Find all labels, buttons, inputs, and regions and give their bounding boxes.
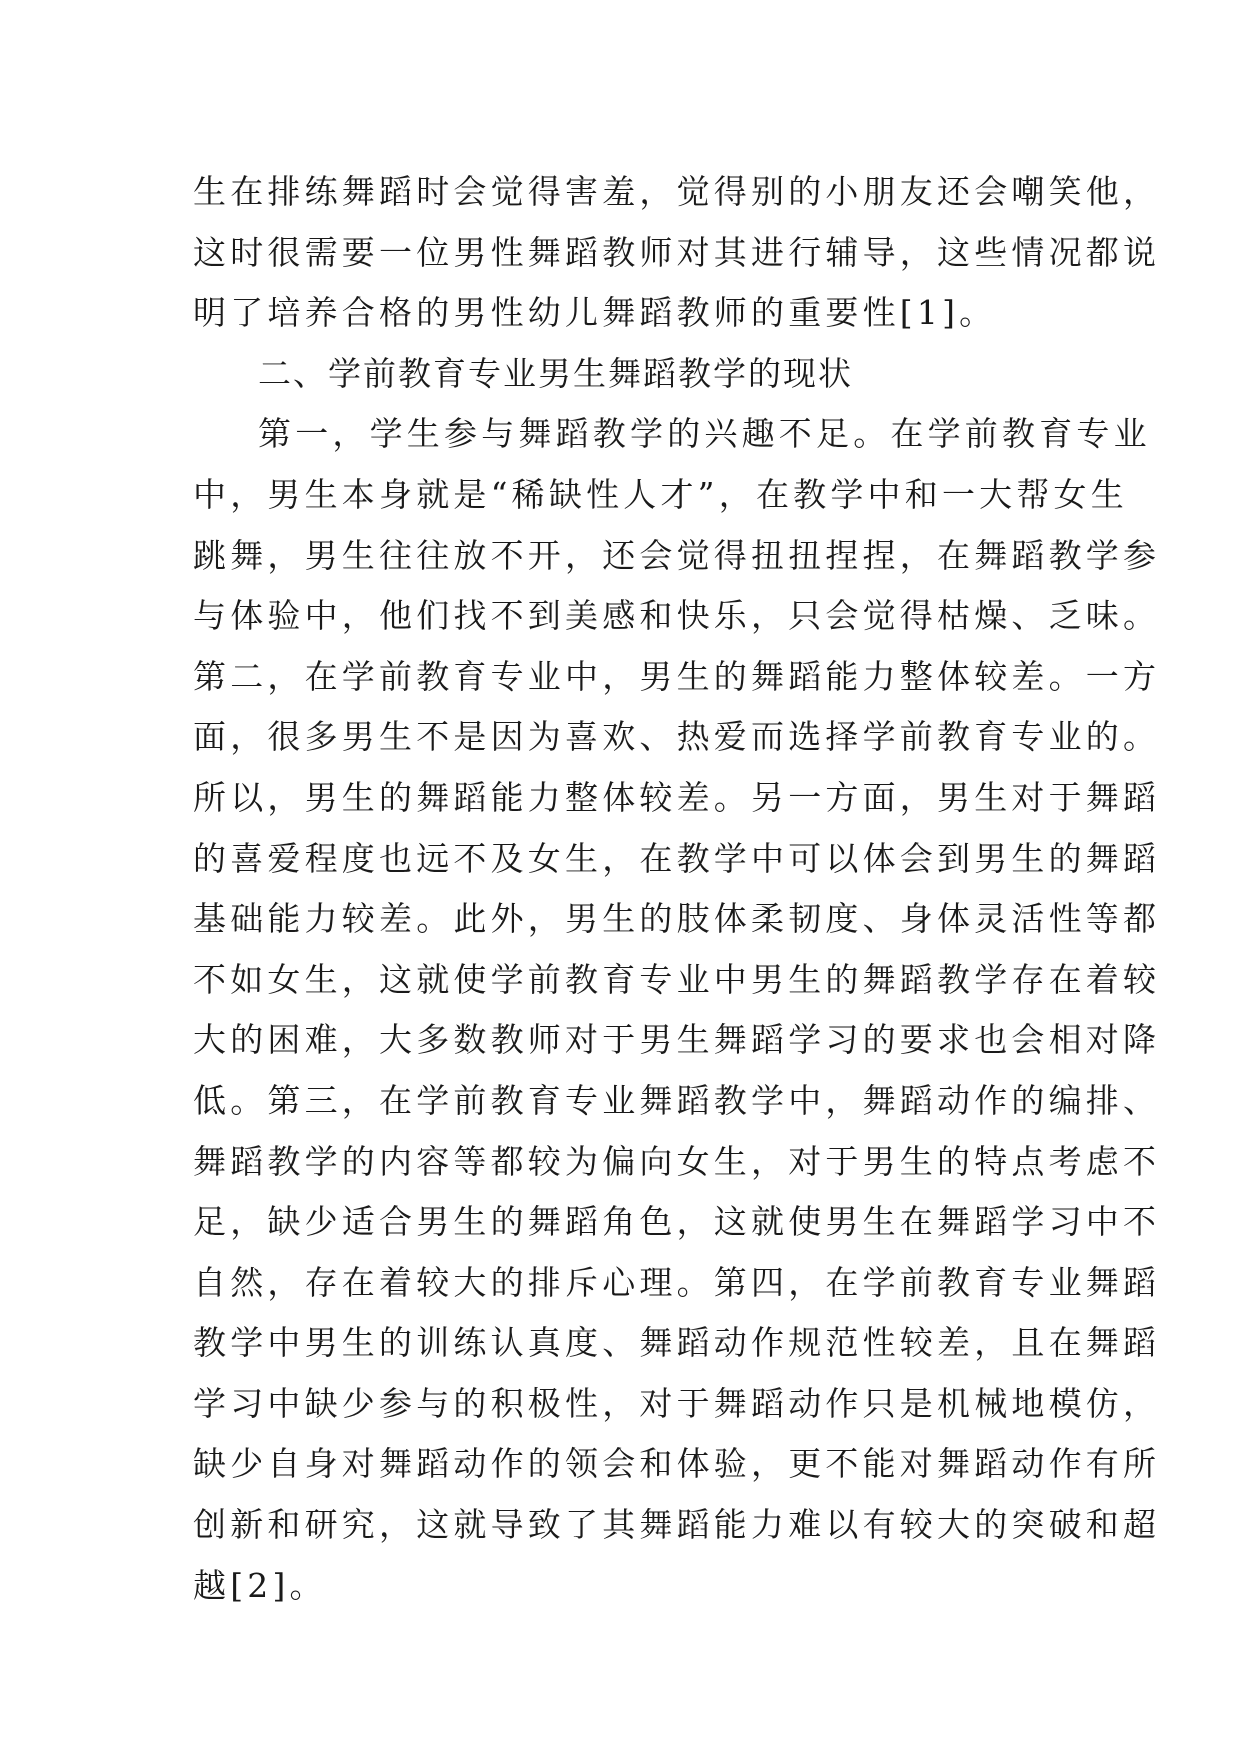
text-line: 所以，男生的舞蹈能力整体较差。另一方面，男生对于舞蹈: [193, 777, 1161, 817]
text-line: 创新和研究，这就导致了其舞蹈能力难以有较大的突破和超: [193, 1505, 1161, 1545]
text-line: 不如女生，这就使学前教育专业中男生的舞蹈教学存在着较: [193, 959, 1161, 999]
text-line: 的喜爱程度也远不及女生，在教学中可以体会到男生的舞蹈: [193, 838, 1161, 878]
text-line: 明了培养合格的男性幼儿舞蹈教师的重要性[1]。: [193, 293, 997, 333]
text-line: 低。第三，在学前教育专业舞蹈教学中，舞蹈动作的编排、: [193, 1080, 1161, 1120]
text-line: 跳舞，男生往往放不开，还会觉得扭扭捏捏，在舞蹈教学参: [193, 535, 1161, 575]
text-line: 教学中男生的训练认真度、舞蹈动作规范性较差，且在舞蹈: [193, 1323, 1161, 1363]
text-line: 足，缺少适合男生的舞蹈角色，这就使男生在舞蹈学习中不: [193, 1202, 1161, 1242]
text-line: 越[2]。: [193, 1565, 327, 1605]
paragraph-first-line: 第一，学生参与舞蹈教学的兴趣不足。在学前教育专业: [258, 414, 1151, 454]
text-line: 生在排练舞蹈时会觉得害羞，觉得别的小朋友还会嘲笑他，: [193, 172, 1161, 211]
text-line: 面，很多男生不是因为喜欢、热爱而选择学前教育专业的。: [193, 717, 1161, 757]
text-line: 大的困难，大多数教师对于男生舞蹈学习的要求也会相对降: [193, 1020, 1161, 1060]
section-heading: 二、学前教育专业男生舞蹈教学的现状: [258, 353, 853, 393]
text-line: 第二，在学前教育专业中，男生的舞蹈能力整体较差。一方: [193, 656, 1161, 696]
text-line: 缺少自身对舞蹈动作的领会和体验，更不能对舞蹈动作有所: [193, 1444, 1161, 1484]
text-line: 基础能力较差。此外，男生的肢体柔韧度、身体灵活性等都: [193, 899, 1161, 939]
body-text: [193, 162, 1161, 1616]
text-line: 中，男生本身就是“稀缺性人才”，在教学中和一大帮女生: [193, 474, 1128, 514]
text-line: 这时很需要一位男性舞蹈教师对其进行辅导，这些情况都说: [193, 232, 1161, 272]
text-line: 自然，存在着较大的排斥心理。第四，在学前教育专业舞蹈: [193, 1262, 1161, 1302]
text-line: 与体验中，他们找不到美感和快乐，只会觉得枯燥、乏味。: [193, 596, 1161, 636]
text-line: 学习中缺少参与的积极性，对于舞蹈动作只是机械地模仿，: [193, 1383, 1161, 1423]
text-line: 舞蹈教学的内容等都较为偏向女生，对于男生的特点考虑不: [193, 1141, 1161, 1181]
